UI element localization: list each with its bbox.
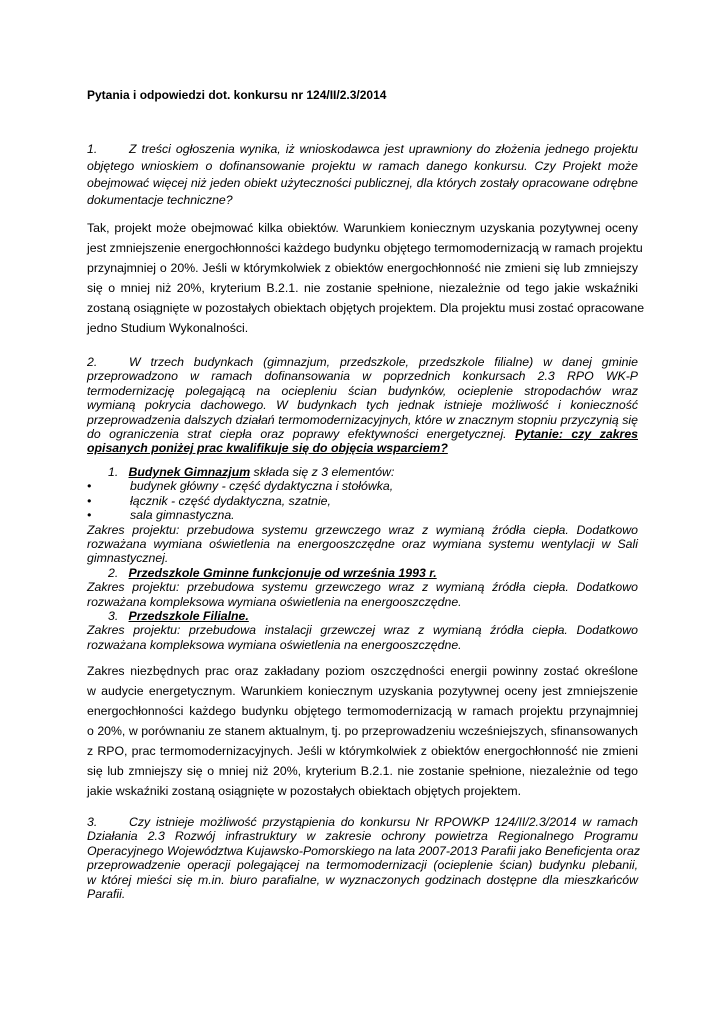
building-2-title: Przedszkole Gminne funkcjonuje od września 1993 r. bbox=[128, 565, 437, 580]
bullet-mark: • bbox=[87, 493, 92, 508]
question-2-line: przeprowadzenia dalszych działań termomodernizacyjnych, które w znacznym stopniu przyczynią się bbox=[87, 412, 638, 427]
question-2-line bbox=[87, 441, 638, 455]
answer-2-line: Zakres niezbędnych prac oraz zakładany poziom oszczędności energii powinny zostać określone bbox=[87, 664, 638, 678]
building-2-scope: rozważana kompleksowa wymiana oświetlenia na energooszczędne. bbox=[87, 594, 462, 609]
answer-2-line: z RPO, prac termomodernizacyjnych. Jeśli w którymkolwiek z obiektów energochłonność nie zmieni bbox=[87, 744, 638, 758]
question-2-highlight: opisanych poniżej prac kwalifikuje się do objęcia wsparciem? bbox=[87, 441, 448, 456]
answer-1-line: jest zmniejszenie energochłonności każdego budynku objętego termomodernizacją w ramach projektu bbox=[87, 241, 643, 255]
question-2-line: wymianą pokrycia dachowego. W budynkach tych jednak istnieje możliwość i konieczność bbox=[87, 398, 638, 413]
answer-2-line: się lub zmniejszy się o mniej niż 20%, kryterium B.2.1. nie zostanie spełnione, niezależnie od tego bbox=[87, 764, 638, 778]
building-1-scope: gimnastycznej. bbox=[87, 551, 169, 566]
bullet-mark: • bbox=[87, 479, 92, 494]
question-3-line: Działania 2.3 Rozwój infrastruktury w zakresie ochrony powietrza Regionalnego Programu bbox=[87, 829, 638, 844]
question-2-line: przeprowadzono w ramach dofinansowania w poprzednich konkursach 2.3 RPO WK-P bbox=[87, 369, 638, 384]
building-3-scope: rozważana kompleksowa wymiana oświetlenia na energooszczędne. bbox=[87, 637, 462, 652]
answer-1-line: zostaną osiągnięte w pozostałych obiektach objętych projektem. Dla projektu musi zostać opracowane bbox=[87, 301, 645, 315]
question-3 bbox=[87, 815, 638, 901]
building-1-title: Budynek Gimnazjum bbox=[128, 465, 251, 479]
question-1-line: dokumentacje techniczne? bbox=[87, 193, 233, 207]
question-1-number: 1. bbox=[87, 142, 98, 156]
answer-2-line: jakie wskaźniki zostaną osiągnięte w pozostałych obiektach objętych projektem. bbox=[87, 784, 522, 798]
question-3-line: Operacyjnego Województwa Kujawsko-Pomorskiego na lata 2007-2013 Parafii jako Beneficjenta oraz bbox=[87, 843, 640, 858]
building-list bbox=[87, 465, 638, 652]
answer-2-line: w audycie energetycznym. Warunkiem koniecznym uzyskania pozytywnej oceny jest zmniejszenie bbox=[87, 684, 638, 698]
bullet-mark: • bbox=[87, 508, 92, 523]
building-2-scope: Zakres projektu: przebudowa systemu grzewczego wraz z wymianą źródła ciepła. Dodatkowo bbox=[87, 580, 638, 595]
bullet-item: • sala gimnastyczna. bbox=[87, 508, 235, 523]
building-3-title: Przedszkole Filialne. bbox=[128, 609, 249, 624]
answer-1-line: się o mniej niż 20%, kryterium B.2.1. nie zostanie spełnione, niezależnie od tego jakie wskaźniki bbox=[87, 281, 638, 295]
question-1-line: 1. Z treści ogłoszenia wynika, iż wnioskodawca jest uprawniony do złożenia jednego projektu bbox=[87, 142, 638, 156]
question-3-number: 3. bbox=[87, 815, 98, 829]
question-3-line: 3. Czy istnieje możliwość przystąpienia do konkursu Nr RPOWKP 124/II/2.3/2014 w ramach bbox=[87, 815, 638, 829]
answer-1 bbox=[87, 218, 645, 338]
question-2-line: do ograniczenia strat ciepła oraz poprawy efektywności energetycznej. Pytanie: czy zakres bbox=[87, 427, 638, 442]
answer-1-line: jedno Studium Wykonalności. bbox=[87, 321, 249, 335]
question-3-line: w której mieści się m.in. biuro parafialne, w wyznaczonych godzinach dostępne dla mieszkańców bbox=[87, 872, 638, 887]
question-2 bbox=[87, 355, 638, 456]
question-1-line: obejmować więcej niż jeden obiekt użyteczności publicznej, dla których zostały opracowane odrębne bbox=[87, 176, 638, 190]
building-3-scope: Zakres projektu: przebudowa instalacji grzewczej wraz z wymianą źródła ciepła. Dodatkowo bbox=[87, 623, 638, 638]
building-1-scope: Zakres projektu: przebudowa systemu grzewczego wraz z wymianą źródła ciepła. Dodatkowo bbox=[87, 522, 638, 537]
question-1 bbox=[87, 141, 638, 209]
answer-1-line: przynajmniej o 20%. Jeśli w którymkolwiek z obiektów energochłonność nie zmieni się lub zmniejszy bbox=[87, 261, 638, 275]
document-title: Pytania i odpowiedzi dot. konkursu nr 124/II/2.3/2014 bbox=[87, 88, 387, 102]
question-2-line: 2. W trzech budynkach (gimnazjum, przedszkole, przedszkole filialne) w danej gminie bbox=[87, 355, 638, 369]
building-2-heading: 2. Przedszkole Gminne funkcjonuje od września 1993 r. bbox=[108, 565, 437, 580]
question-2-line: termodernizację polegającą na ociepleniu ścian budynków, ocieplenie stropodachów wraz bbox=[87, 383, 638, 398]
answer-2 bbox=[87, 661, 638, 801]
question-1-line: objętego wnioskiem o dofinansowanie projektu w ramach danego konkursu. Czy Projekt może bbox=[87, 159, 638, 173]
building-3-heading: 3. Przedszkole Filialne. bbox=[108, 609, 249, 624]
question-3-line: Parafii. bbox=[87, 887, 126, 902]
building-1-scope: rozważana wymiana oświetlenia na energooszczędne oraz wymiana systemu wentylacji w Sali bbox=[87, 536, 638, 551]
bullet-item: • budynek główny - część dydaktyczna i stołówka, bbox=[87, 479, 394, 494]
question-3-line: przeprowadzenie operacji polegającej na termomodernizacji (ocieplenie ścian) budynku plebanii, bbox=[87, 858, 638, 873]
question-2-number: 2. bbox=[87, 355, 98, 369]
building-1-heading: 1. Budynek Gimnazjum składa się z 3 elementów: bbox=[108, 465, 395, 479]
answer-2-line: energochłonności każdego budynku objętego termomodernizacją w ramach projektu przynajmniej bbox=[87, 704, 638, 718]
answer-2-line: o 20%, w porównaniu ze stanem aktualnym, tj. po przeprowadzeniu wcześniejszych, sfinansowanych bbox=[87, 724, 638, 738]
question-2-highlight: Pytanie: czy zakres bbox=[515, 427, 638, 442]
answer-1-line: Tak, projekt może obejmować kilka obiektów. Warunkiem koniecznym uzyskania pozytywnej oceny bbox=[87, 221, 638, 235]
bullet-item: • łącznik - część dydaktyczna, szatnie, bbox=[87, 493, 331, 508]
